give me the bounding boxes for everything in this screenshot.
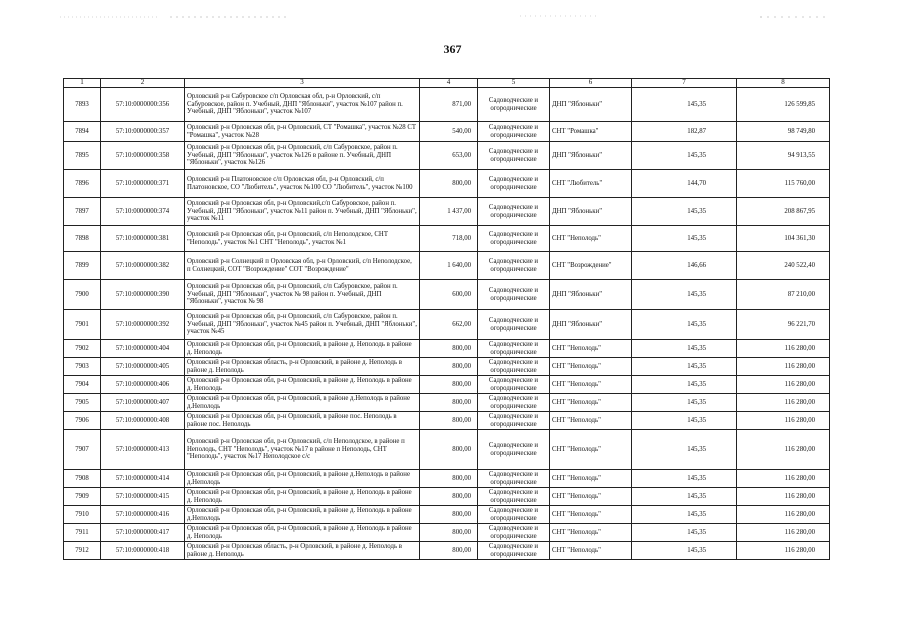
area-cell: 662,00 xyxy=(420,310,478,340)
unit-price-cell: 145,35 xyxy=(632,542,737,560)
area-cell: 653,00 xyxy=(420,142,478,170)
header-cell: 8 xyxy=(737,79,830,88)
cadastral-value-cell: 96 221,70 xyxy=(737,310,830,340)
area-cell: 800,00 xyxy=(420,506,478,524)
cadastral-number-cell: 57:10:0000000:418 xyxy=(101,542,185,560)
organization-cell: СНТ "Неполодь" xyxy=(550,430,632,470)
header-cell: 1 xyxy=(64,79,101,88)
row-number-cell: 7899 xyxy=(64,252,101,280)
organization-cell: СНТ "Неполодь" xyxy=(550,412,632,430)
cadastral-number-cell: 57:10:0000000:414 xyxy=(101,470,185,488)
header-cell: 3 xyxy=(185,79,420,88)
unit-price-cell: 182,87 xyxy=(632,122,737,142)
area-cell: 718,00 xyxy=(420,226,478,252)
organization-cell: СНТ "Возрождение" xyxy=(550,252,632,280)
cadastral-number-cell: 57:10:0000000:404 xyxy=(101,340,185,358)
cadastral-number-cell: 57:10:0000000:413 xyxy=(101,430,185,470)
cadastral-number-cell: 57:10:0000000:390 xyxy=(101,280,185,310)
unit-price-cell: 145,35 xyxy=(632,376,737,394)
cadastral-number-cell: 57:10:0000000:371 xyxy=(101,170,185,198)
address-cell: Орловский р-н Орловская обл, р-н Орловский, в районе д.Неполодь в районе д.Неполодь xyxy=(185,394,420,412)
address-cell: Орловский р-н Орловская обл, р-н Орловский, в районе пос. Неполодь в районе пос. Неполодь xyxy=(185,412,420,430)
unit-price-cell: 145,35 xyxy=(632,524,737,542)
address-cell: Орловский р-н Орловская обл, р-н Орловский,с/п Сабуровское, район п. Учебный, ДНП "Яблоньки", участок №11 район п. Учебный, ДНП "Яблоньки", участок №11 xyxy=(185,198,420,226)
cadastral-value-cell: 116 280,00 xyxy=(737,524,830,542)
land-use-cell: Садоводческие и огороднические xyxy=(478,252,550,280)
organization-cell: ДНП "Яблоньки" xyxy=(550,280,632,310)
cadastral-value-cell: 116 280,00 xyxy=(737,394,830,412)
organization-cell: СНТ "Неполодь" xyxy=(550,470,632,488)
organization-cell: ДНП "Яблоньки" xyxy=(550,310,632,340)
land-use-cell: Садоводческие и огороднические xyxy=(478,310,550,340)
cadastral-value-cell: 240 522,40 xyxy=(737,252,830,280)
area-cell: 1 640,00 xyxy=(420,252,478,280)
cadastral-value-cell: 116 280,00 xyxy=(737,488,830,506)
column-number-row xyxy=(64,79,830,88)
row-number-cell: 7911 xyxy=(64,524,101,542)
unit-price-cell: 145,35 xyxy=(632,198,737,226)
header-cell: 6 xyxy=(550,79,632,88)
page-number: 367 xyxy=(443,42,462,56)
area-cell: 800,00 xyxy=(420,542,478,560)
land-use-cell: Садоводческие и огороднические xyxy=(478,198,550,226)
unit-price-cell: 146,66 xyxy=(632,252,737,280)
table-row xyxy=(64,470,830,488)
area-cell: 800,00 xyxy=(420,524,478,542)
cadastral-value-cell: 94 913,55 xyxy=(737,142,830,170)
cadastral-value-cell: 98 749,80 xyxy=(737,122,830,142)
unit-price-cell: 144,70 xyxy=(632,170,737,198)
cadastral-number-cell: 57:10:0000000:382 xyxy=(101,252,185,280)
address-cell: Орловский р-н Орловская область, р-н Орловский, в районе д. Неполодь в районе д. Неполодь xyxy=(185,358,420,376)
row-number-cell: 7896 xyxy=(64,170,101,198)
organization-cell: СНТ "Неполодь" xyxy=(550,488,632,506)
cadastral-value-cell: 87 210,00 xyxy=(737,280,830,310)
table-row xyxy=(64,430,830,470)
cadastral-value-cell: 116 280,00 xyxy=(737,340,830,358)
table-row xyxy=(64,506,830,524)
row-number-cell: 7894 xyxy=(64,122,101,142)
area-cell: 1 437,00 xyxy=(420,198,478,226)
row-number-cell: 7909 xyxy=(64,488,101,506)
address-cell: Орловский р-н Орловская обл, р-н Орловский, в районе д. Неполодь в районе д. Неполодь xyxy=(185,524,420,542)
address-cell: Орловский р-н Орловская обл, р-н Орловский, с/п Неполодское, в районе п Неполодь, СНТ "Неполодь", участок №17 в районе п Неполодь, СНТ "Неполодь", участок №17 Неполодское с/с xyxy=(185,430,420,470)
row-number-cell: 7898 xyxy=(64,226,101,252)
address-cell: Орловский р-н Орловская обл, р-н Орловский, в районе д. Неполодь в районе д. Неполодь xyxy=(185,340,420,358)
cadastral-value-cell: 208 867,95 xyxy=(737,198,830,226)
table-row xyxy=(64,122,830,142)
row-number-cell: 7910 xyxy=(64,506,101,524)
address-cell: Орловский р-н Орловская обл, р-н Орловский, с/п Неполодское, СНТ "Неполодь", участок №1 СНТ "Неполодь", участок №1 xyxy=(185,226,420,252)
organization-cell: СНТ "Неполодь" xyxy=(550,524,632,542)
land-use-cell: Садоводческие и огороднические xyxy=(478,506,550,524)
cadastral-value-cell: 116 280,00 xyxy=(737,506,830,524)
land-use-cell: Садоводческие и огороднические xyxy=(478,412,550,430)
unit-price-cell: 145,35 xyxy=(632,470,737,488)
area-cell: 800,00 xyxy=(420,488,478,506)
cadastral-number-cell: 57:10:0000000:392 xyxy=(101,310,185,340)
row-number-cell: 7897 xyxy=(64,198,101,226)
cadastral-number-cell: 57:10:0000000:415 xyxy=(101,488,185,506)
unit-price-cell: 145,35 xyxy=(632,226,737,252)
unit-price-cell: 145,35 xyxy=(632,310,737,340)
table-row xyxy=(64,198,830,226)
row-number-cell: 7900 xyxy=(64,280,101,310)
cadastral-number-cell: 57:10:0000000:405 xyxy=(101,358,185,376)
cadastral-number-cell: 57:10:0000000:417 xyxy=(101,524,185,542)
register-body xyxy=(64,88,830,560)
cadastral-number-cell: 57:10:0000000:407 xyxy=(101,394,185,412)
land-register-table xyxy=(63,78,830,560)
land-use-cell: Садоводческие и огороднические xyxy=(478,280,550,310)
unit-price-cell: 145,35 xyxy=(632,506,737,524)
unit-price-cell: 145,35 xyxy=(632,280,737,310)
row-number-cell: 7901 xyxy=(64,310,101,340)
table-row xyxy=(64,280,830,310)
cadastral-value-cell: 115 760,00 xyxy=(737,170,830,198)
land-use-cell: Садоводческие и огороднические xyxy=(478,170,550,198)
land-use-cell: Садоводческие и огороднические xyxy=(478,524,550,542)
table-row xyxy=(64,88,830,122)
land-use-cell: Садоводческие и огороднические xyxy=(478,470,550,488)
land-use-cell: Садоводческие и огороднические xyxy=(478,340,550,358)
cadastral-value-cell: 116 280,00 xyxy=(737,542,830,560)
unit-price-cell: 145,35 xyxy=(632,394,737,412)
land-use-cell: Садоводческие и огороднические xyxy=(478,542,550,560)
land-use-cell: Садоводческие и огороднические xyxy=(478,394,550,412)
land-use-cell: Садоводческие и огороднические xyxy=(478,88,550,122)
area-cell: 800,00 xyxy=(420,412,478,430)
area-cell: 800,00 xyxy=(420,376,478,394)
table-row xyxy=(64,226,830,252)
row-number-cell: 7893 xyxy=(64,88,101,122)
row-number-cell: 7908 xyxy=(64,470,101,488)
row-number-cell: 7905 xyxy=(64,394,101,412)
organization-cell: СНТ "Неполодь" xyxy=(550,358,632,376)
area-cell: 800,00 xyxy=(420,170,478,198)
land-use-cell: Садоводческие и огороднические xyxy=(478,488,550,506)
address-cell: Орловский р-н Орловская обл, р-н Орловский, с/п Сабуровское, район п. Учебный, ДНП "Яблоньки", участок № 98 район п. Учебный, ДНП "Яблоньки", участок № 98 xyxy=(185,280,420,310)
area-cell: 871,00 xyxy=(420,88,478,122)
cadastral-value-cell: 116 280,00 xyxy=(737,358,830,376)
organization-cell: ДНП "Яблоньки" xyxy=(550,142,632,170)
cadastral-number-cell: 57:10:0000000:374 xyxy=(101,198,185,226)
address-cell: Орловский р-н Орловская обл, р-н Орловский, в районе д. Неполодь в районе д. Неполодь xyxy=(185,376,420,394)
unit-price-cell: 145,35 xyxy=(632,88,737,122)
table-row xyxy=(64,488,830,506)
area-cell: 540,00 xyxy=(420,122,478,142)
cadastral-value-cell: 104 361,30 xyxy=(737,226,830,252)
table-row xyxy=(64,142,830,170)
area-cell: 600,00 xyxy=(420,280,478,310)
row-number-cell: 7907 xyxy=(64,430,101,470)
land-use-cell: Садоводческие и огороднические xyxy=(478,358,550,376)
header-cell: 7 xyxy=(632,79,737,88)
unit-price-cell: 145,35 xyxy=(632,412,737,430)
cadastral-number-cell: 57:10:0000000:357 xyxy=(101,122,185,142)
organization-cell: ДНП "Яблоньки" xyxy=(550,198,632,226)
row-number-cell: 7903 xyxy=(64,358,101,376)
row-number-cell: 7902 xyxy=(64,340,101,358)
land-use-cell: Садоводческие и огороднические xyxy=(478,142,550,170)
area-cell: 800,00 xyxy=(420,470,478,488)
cadastral-value-cell: 116 280,00 xyxy=(737,430,830,470)
cadastral-value-cell: 116 280,00 xyxy=(737,376,830,394)
unit-price-cell: 145,35 xyxy=(632,488,737,506)
organization-cell: СНТ "Любитель" xyxy=(550,170,632,198)
address-cell: Орловский р-н Орловская обл, р-н Орловский, с/п Сабуровское, район п. Учебный, ДНП "Яблоньки", участок №45 район п. Учебный, ДНП "Яблоньки", участок №45 xyxy=(185,310,420,340)
unit-price-cell: 145,35 xyxy=(632,142,737,170)
area-cell: 800,00 xyxy=(420,394,478,412)
cadastral-number-cell: 57:10:0000000:408 xyxy=(101,412,185,430)
organization-cell: СНТ "Ромашка" xyxy=(550,122,632,142)
unit-price-cell: 145,35 xyxy=(632,358,737,376)
header-cell: 4 xyxy=(420,79,478,88)
land-use-cell: Садоводческие и огороднические xyxy=(478,122,550,142)
land-use-cell: Садоводческие и огороднические xyxy=(478,226,550,252)
table-row xyxy=(64,394,830,412)
address-cell: Орловский р-н Платоновское с/п Орловская обл, р-н Орловский, с/п Платоновское, СО "Любитель", участок №100 СО "Любитель", участок №100 xyxy=(185,170,420,198)
area-cell: 800,00 xyxy=(420,430,478,470)
unit-price-cell: 145,35 xyxy=(632,340,737,358)
organization-cell: СНТ "Неполодь" xyxy=(550,542,632,560)
table-row xyxy=(64,340,830,358)
organization-cell: СНТ "Неполодь" xyxy=(550,226,632,252)
cadastral-number-cell: 57:10:0000000:356 xyxy=(101,88,185,122)
organization-cell: СНТ "Неполодь" xyxy=(550,340,632,358)
cadastral-number-cell: 57:10:0000000:358 xyxy=(101,142,185,170)
address-cell: Орловский р-н Солнецкий п Орловская обл, р-н Орловский, с/п Неполодское, п Солнецкий, СОТ "Возрождение" СОТ "Возрождение" xyxy=(185,252,420,280)
address-cell: Орловский р-н Орловская обл, р-н Орловский, СТ "Ромашка", участок №28 СТ "Ромашка", участок №28 xyxy=(185,122,420,142)
scan-artifacts xyxy=(0,0,905,20)
table-row xyxy=(64,310,830,340)
address-cell: Орловский р-н Орловская обл, р-н Орловский, в районе д.Неполодь в районе д.Неполодь xyxy=(185,470,420,488)
table-row xyxy=(64,252,830,280)
organization-cell: СНТ "Неполодь" xyxy=(550,376,632,394)
row-number-cell: 7906 xyxy=(64,412,101,430)
cadastral-value-cell: 116 280,00 xyxy=(737,412,830,430)
area-cell: 800,00 xyxy=(420,358,478,376)
table-row xyxy=(64,376,830,394)
table-row xyxy=(64,358,830,376)
table-row xyxy=(64,524,830,542)
address-cell: Орловский р-н Орловская область, р-н Орловский, в районе д. Неполодь в районе д. Неполодь xyxy=(185,542,420,560)
table-row xyxy=(64,542,830,560)
land-use-cell: Садоводческие и огороднические xyxy=(478,430,550,470)
cadastral-number-cell: 57:10:0000000:416 xyxy=(101,506,185,524)
cadastral-number-cell: 57:10:0000000:406 xyxy=(101,376,185,394)
address-cell: Орловский р-н Орловская обл, р-н Орловский, в районе д. Неполодь в районе д.Неполодь xyxy=(185,506,420,524)
cadastral-value-cell: 126 599,85 xyxy=(737,88,830,122)
organization-cell: СНТ "Неполодь" xyxy=(550,506,632,524)
header-cell: 5 xyxy=(478,79,550,88)
cadastral-value-cell: 116 280,00 xyxy=(737,470,830,488)
table-row xyxy=(64,170,830,198)
table-row xyxy=(64,412,830,430)
header-cell: 2 xyxy=(101,79,185,88)
land-use-cell: Садоводческие и огороднические xyxy=(478,376,550,394)
unit-price-cell: 145,35 xyxy=(632,430,737,470)
row-number-cell: 7904 xyxy=(64,376,101,394)
address-cell: Орловский р-н Орловская обл, р-н Орловский, с/п Сабуровское, район п. Учебный, ДНП "Яблоньки", участок №126 в районе п. Учебный, ДНП "Яблоньки", участок №126 xyxy=(185,142,420,170)
address-cell: Орловский р-н Сабуровское с/п Орловская обл, р-н Орловский, с/п Сабуровское, район п. Учебный, ДНП "Яблоньки", участок №107 район п. Учебный, ДНП "Яблоньки", участок №107 xyxy=(185,88,420,122)
area-cell: 800,00 xyxy=(420,340,478,358)
organization-cell: ДНП "Яблоньки" xyxy=(550,88,632,122)
organization-cell: СНТ "Неполодь" xyxy=(550,394,632,412)
row-number-cell: 7895 xyxy=(64,142,101,170)
cadastral-number-cell: 57:10:0000000:381 xyxy=(101,226,185,252)
row-number-cell: 7912 xyxy=(64,542,101,560)
address-cell: Орловский р-н Орловская обл, р-н Орловский, в районе д. Неполодь в районе д. Неполодь xyxy=(185,488,420,506)
